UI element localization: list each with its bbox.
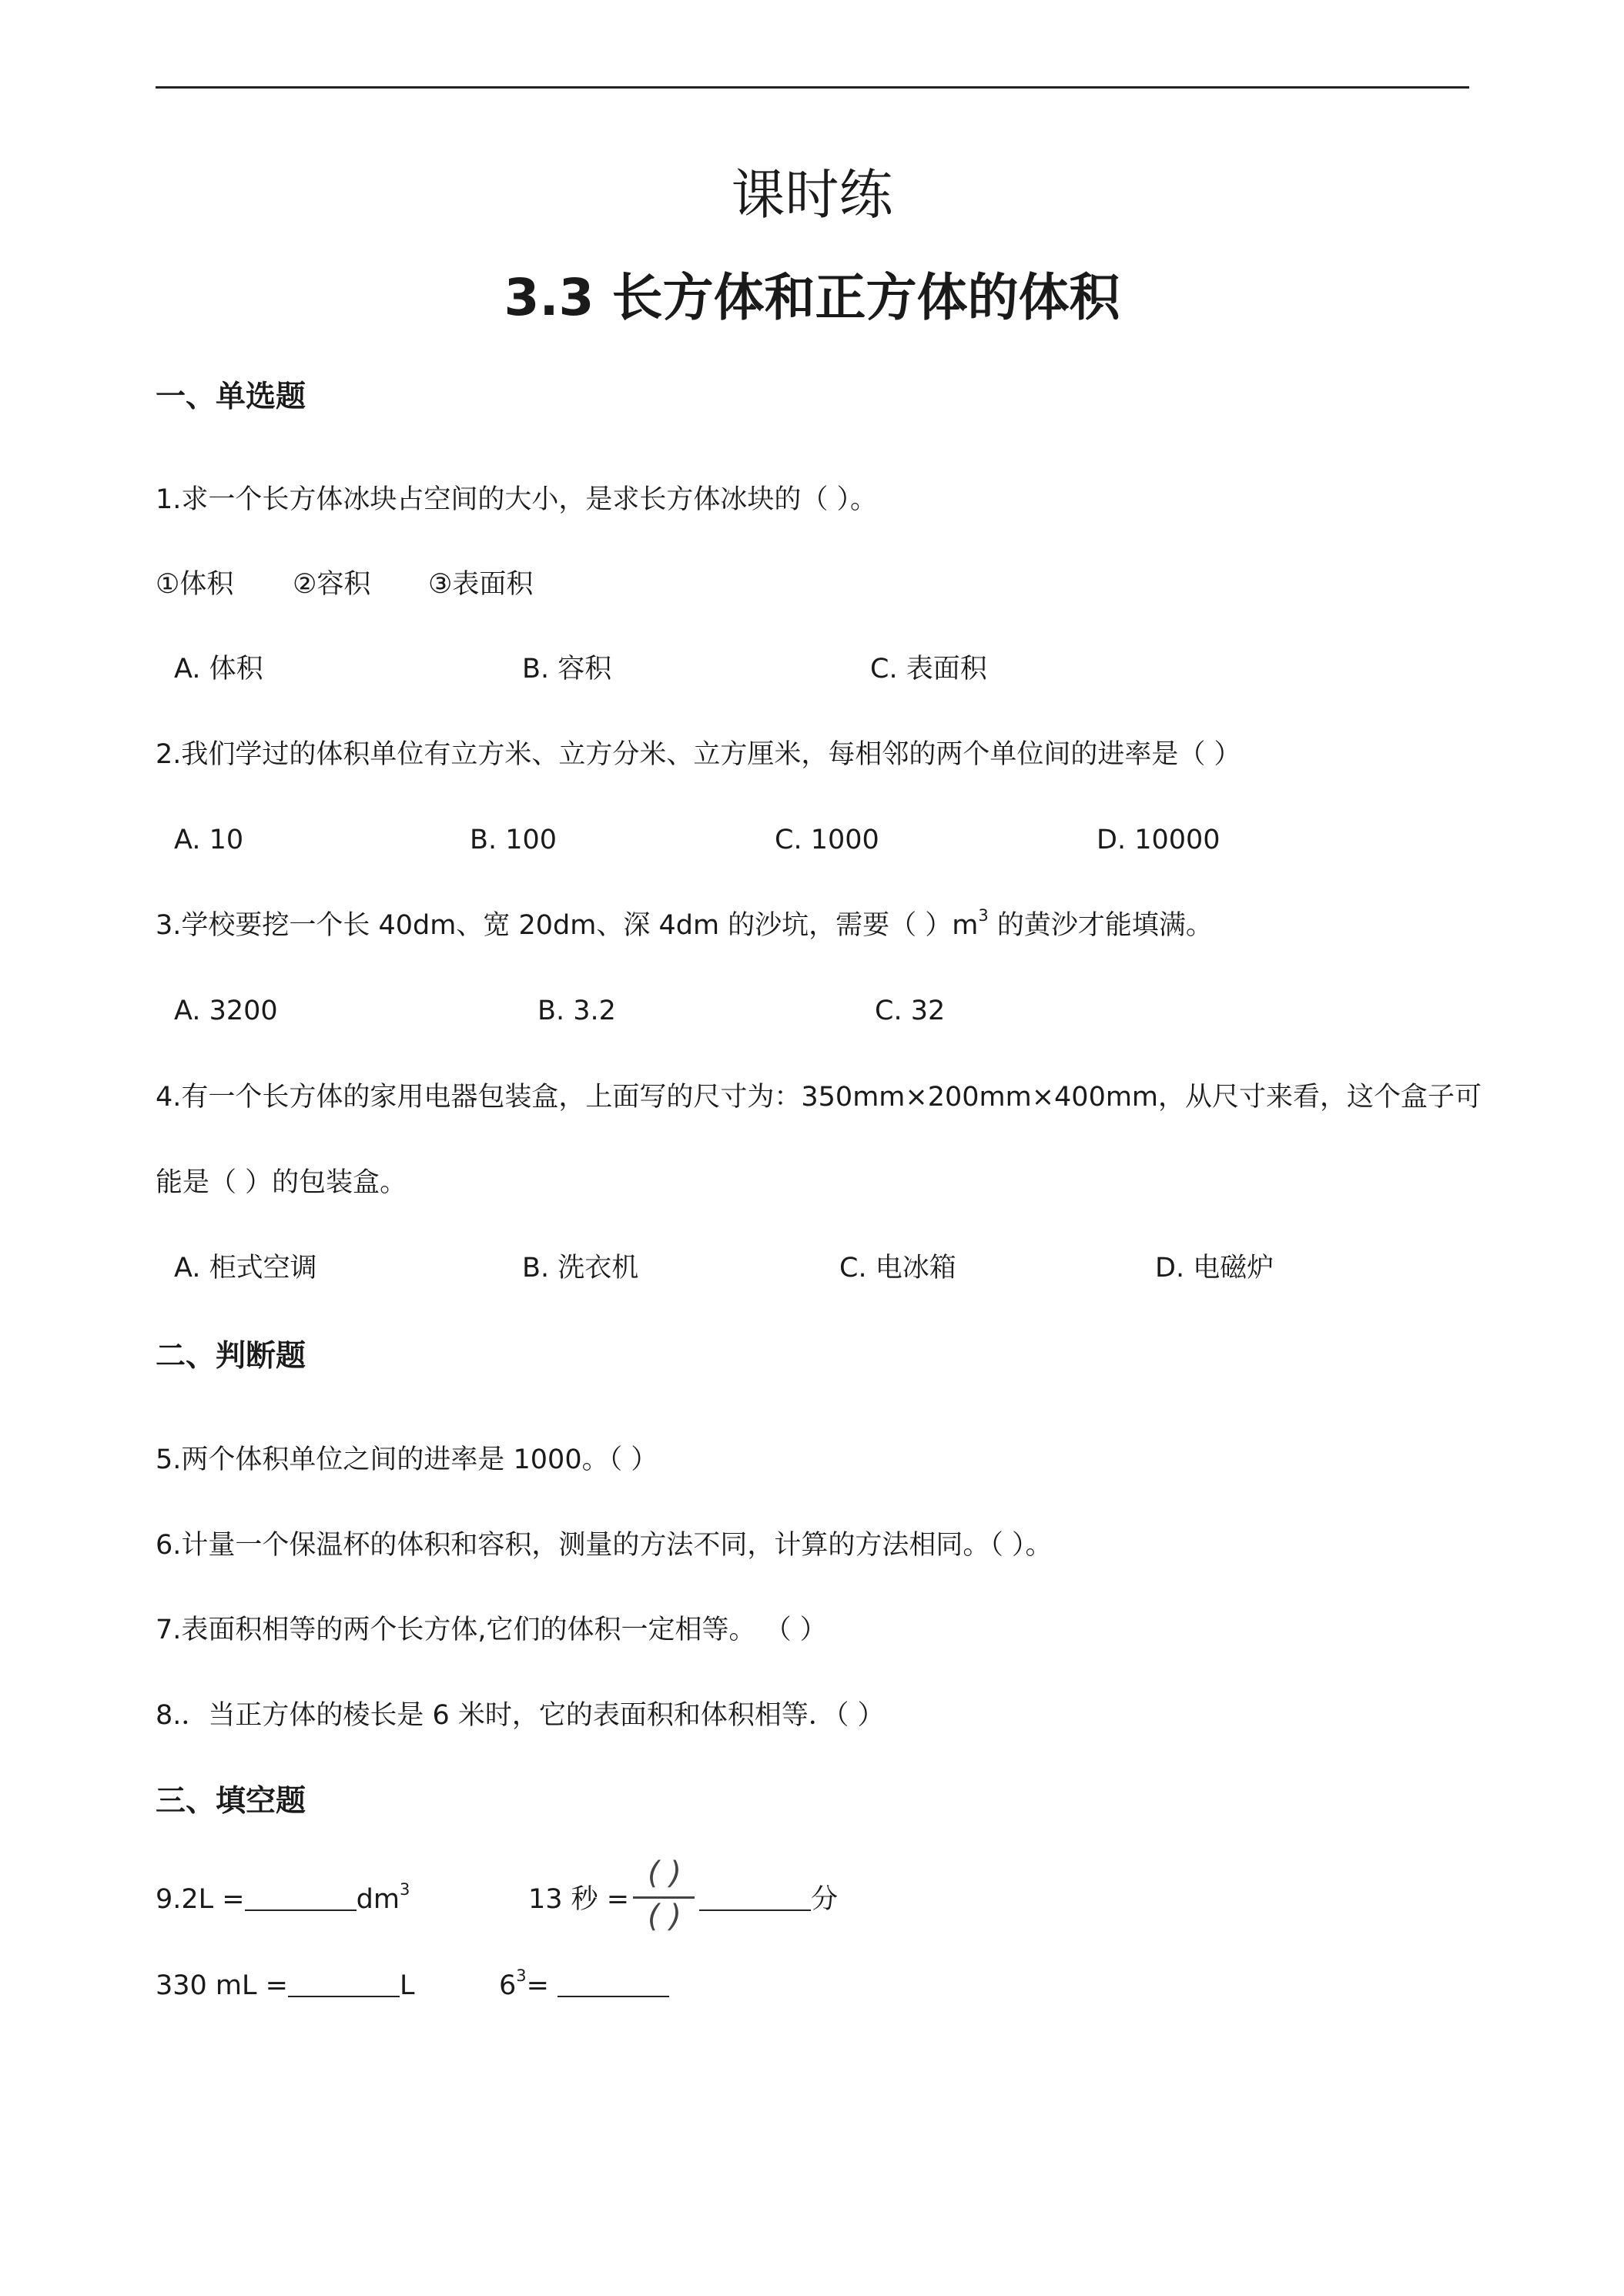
cubic-superscript: 3 — [978, 906, 989, 925]
question-1-circled-item-3: ③表面积 — [428, 569, 534, 600]
question-4-option-c[interactable]: C. 电冰箱 — [839, 1253, 956, 1284]
question-2-option-c[interactable]: C. 1000 — [775, 825, 879, 855]
question-7-text: 7.表面积相等的两个长方体,它们的体积一定相等。 （ ） — [156, 1615, 827, 1645]
question-6-text: 6.计量一个保温杯的体积和容积，测量的方法不同，计算的方法相同。（ ）。 — [156, 1530, 1053, 1561]
question-1-circled-item-1: ①体积 — [156, 569, 234, 600]
question-5-text: 5.两个体积单位之间的进率是 1000。（ ） — [156, 1444, 658, 1475]
question-9-litre-conversion: $9.2L = dm^3$ — [156, 1880, 410, 1915]
question-2-option-a[interactable]: A. 10 — [174, 825, 244, 855]
section-heading-true-false: 二、判断题 — [156, 1339, 306, 1374]
answer-blank-minutes[interactable] — [699, 1886, 811, 1911]
question-1-option-a[interactable]: A. 体积 — [174, 654, 263, 684]
question-1-option-c[interactable]: C. 表面积 — [870, 654, 987, 684]
question-1-circled-item-2: ②容积 — [293, 569, 371, 600]
question-3-text: 3.学校要挖一个长 40dm、宽 20dm、深 4dm 的沙坑，需要（ ）$m^3$ 的黄沙才能填满。 — [156, 906, 1213, 941]
fraction-numerator: ( ) — [648, 1856, 681, 1891]
answer-blank-litres[interactable] — [288, 1973, 400, 1997]
question-3-option-c[interactable]: C. 32 — [875, 996, 946, 1026]
seconds-conversion-answer: 分 — [699, 1886, 838, 1913]
cube-power-question: $6^3=$ — [499, 1973, 669, 2000]
question-2-text: 2.我们学过的体积单位有立方米、立方分米、立方厘米，每相邻的两个单位间的进率是（ ） — [156, 739, 1241, 770]
question-4-option-d[interactable]: D. 电磁炉 — [1155, 1253, 1274, 1284]
question-4-text-line-1: 4.有一个长方体的家用电器包装盒，上面写的尺寸为：350mm×200mm×400mm，从尺寸来看，这个盒子可 — [156, 1082, 1482, 1113]
question-8-text: 8.．当正方体的棱长是 6 米时，它的表面积和体积相等．（ ） — [156, 1700, 885, 1731]
section-heading-single-choice: 一、单选题 — [156, 380, 306, 414]
section-heading-fill-in: 三、填空题 — [156, 1784, 306, 1819]
millilitre-conversion: 330 mL = L — [156, 1970, 415, 2001]
question-4-option-b[interactable]: B. 洗衣机 — [522, 1253, 639, 1284]
question-4-option-a[interactable]: A. 柜式空调 — [174, 1253, 317, 1284]
question-2-option-d[interactable]: D. 10000 — [1097, 825, 1221, 855]
question-4-text-line-2: 能是（ ）的包装盒。 — [156, 1167, 407, 1198]
header-rule — [156, 86, 1469, 89]
seconds-conversion-label: 13 秒 = — [528, 1884, 630, 1915]
question-1-option-b[interactable]: B. 容积 — [522, 654, 612, 684]
fraction-denominator: ( ) — [648, 1899, 681, 1934]
answer-blank-cube[interactable] — [558, 1973, 669, 1997]
page-title: 课时练 — [731, 163, 893, 226]
question-3-option-a[interactable]: A. 3200 — [174, 996, 278, 1026]
question-2-option-b[interactable]: B. 100 — [470, 825, 558, 855]
question-1-text: 1.求一个长方体冰块占空间的大小，是求长方体冰块的（ ）。 — [156, 484, 878, 515]
question-3-option-b[interactable]: B. 3.2 — [537, 996, 616, 1026]
fraction-blank[interactable] — [630, 1858, 699, 1938]
answer-blank-dm3[interactable] — [245, 1886, 357, 1911]
page-subtitle: 3.3 长方体和正方体的体积 — [504, 268, 1120, 327]
